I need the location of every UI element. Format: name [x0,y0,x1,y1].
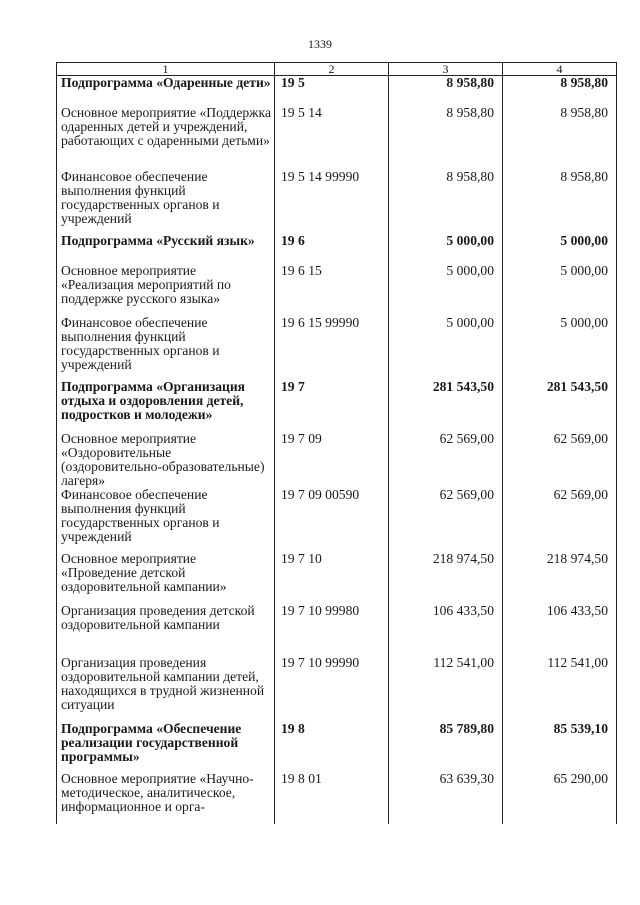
row-name-cell: Организация проведения оздоровительной кампании детей, находящихся в трудной жизненной ситуации [57,656,275,722]
row-amount-col3-cell: 281 543,50 [389,380,503,432]
table-row [57,604,617,656]
row-code-cell: 19 7 09 [275,432,389,488]
row-amount-col3-cell: 8 958,80 [389,170,503,234]
table-row [57,772,617,824]
column-header-1: 1 [57,63,275,76]
row-amount-col3-cell: 62 569,00 [389,432,503,488]
row-amount-col4-cell: 8 958,80 [503,170,617,234]
row-amount-col4-cell: 8 958,80 [503,76,617,106]
row-code-cell: 19 8 [275,722,389,772]
row-name-cell: Финансовое обеспечение выполнения функций государственных органов и учреждений [57,316,275,380]
row-name-cell: Основное мероприятие «Научно-методическое, аналитическое, информационное и орга- [57,772,275,824]
row-name-cell: Основное мероприятие «Проведение детской оздоровительной кампании» [57,552,275,604]
table-row [57,656,617,722]
row-code-cell: 19 6 15 99990 [275,316,389,380]
row-name-cell: Финансовое обеспечение выполнения функций государственных органов и учреждений [57,488,275,552]
row-code-cell: 19 5 [275,76,389,106]
row-amount-col3-cell: 63 639,30 [389,772,503,824]
row-amount-col3-cell: 5 000,00 [389,264,503,316]
row-amount-col3-cell: 5 000,00 [389,234,503,264]
row-code-cell: 19 5 14 99990 [275,170,389,234]
row-name-cell: Основное мероприятие «Реализация мероприятий по поддержке русского языка» [57,264,275,316]
row-name-cell: Подпрограмма «Одаренные дети» [57,76,275,106]
table-row [57,106,617,170]
row-code-cell: 19 7 10 99990 [275,656,389,722]
row-amount-col3-cell: 85 789,80 [389,722,503,772]
row-amount-col4-cell: 5 000,00 [503,264,617,316]
row-name-cell: Подпрограмма «Обеспечение реализации государственной программы» [57,722,275,772]
page-number: 1339 [308,37,332,51]
table-row-subprogram [57,234,617,264]
table-header-row [57,63,617,76]
row-code-cell: 19 7 10 99980 [275,604,389,656]
table-row [57,170,617,234]
row-name-cell: Подпрограмма «Русский язык» [57,234,275,264]
column-header-4: 4 [503,63,617,76]
row-code-cell: 19 7 [275,380,389,432]
row-amount-col4-cell: 85 539,10 [503,722,617,772]
row-amount-col4-cell: 5 000,00 [503,316,617,380]
table-row [57,552,617,604]
row-amount-col4-cell: 106 433,50 [503,604,617,656]
table-row-subprogram [57,380,617,432]
row-code-cell: 19 5 14 [275,106,389,170]
row-name-cell: Основное мероприятие «Поддержка одаренных детей и учреждений, работающих с одаренными детьми» [57,106,275,170]
row-name-cell: Подпрограмма «Организация отдыха и оздоровления детей, подростков и молодежи» [57,380,275,432]
row-code-cell: 19 6 15 [275,264,389,316]
row-code-cell: 19 7 10 [275,552,389,604]
row-amount-col4-cell: 8 958,80 [503,106,617,170]
row-amount-col3-cell: 8 958,80 [389,106,503,170]
row-amount-col4-cell: 65 290,00 [503,772,617,824]
row-amount-col3-cell: 106 433,50 [389,604,503,656]
row-amount-col4-cell: 112 541,00 [503,656,617,722]
row-amount-col4-cell: 62 569,00 [503,432,617,488]
table-body [57,76,617,824]
table-row [57,488,617,552]
row-amount-col3-cell: 5 000,00 [389,316,503,380]
row-amount-col4-cell: 62 569,00 [503,488,617,552]
row-code-cell: 19 7 09 00590 [275,488,389,552]
table-row [57,264,617,316]
row-amount-col4-cell: 218 974,50 [503,552,617,604]
row-amount-col3-cell: 218 974,50 [389,552,503,604]
column-header-2: 2 [275,63,389,76]
row-amount-col3-cell: 62 569,00 [389,488,503,552]
table-row-subprogram [57,722,617,772]
row-amount-col4-cell: 5 000,00 [503,234,617,264]
row-name-cell: Основное мероприятие «Оздоровительные (оздоровительно-образовательные) лагеря» [57,432,275,488]
table-row-subprogram [57,76,617,106]
row-amount-col3-cell: 112 541,00 [389,656,503,722]
table-row [57,432,617,488]
row-name-cell: Финансовое обеспечение выполнения функций государственных органов и учреждений [57,170,275,234]
budget-table [56,62,617,824]
row-amount-col3-cell: 8 958,80 [389,76,503,106]
row-code-cell: 19 6 [275,234,389,264]
table-row [57,316,617,380]
row-code-cell: 19 8 01 [275,772,389,824]
column-header-3: 3 [389,63,503,76]
row-amount-col4-cell: 281 543,50 [503,380,617,432]
row-name-cell: Организация проведения детской оздоровительной кампании [57,604,275,656]
